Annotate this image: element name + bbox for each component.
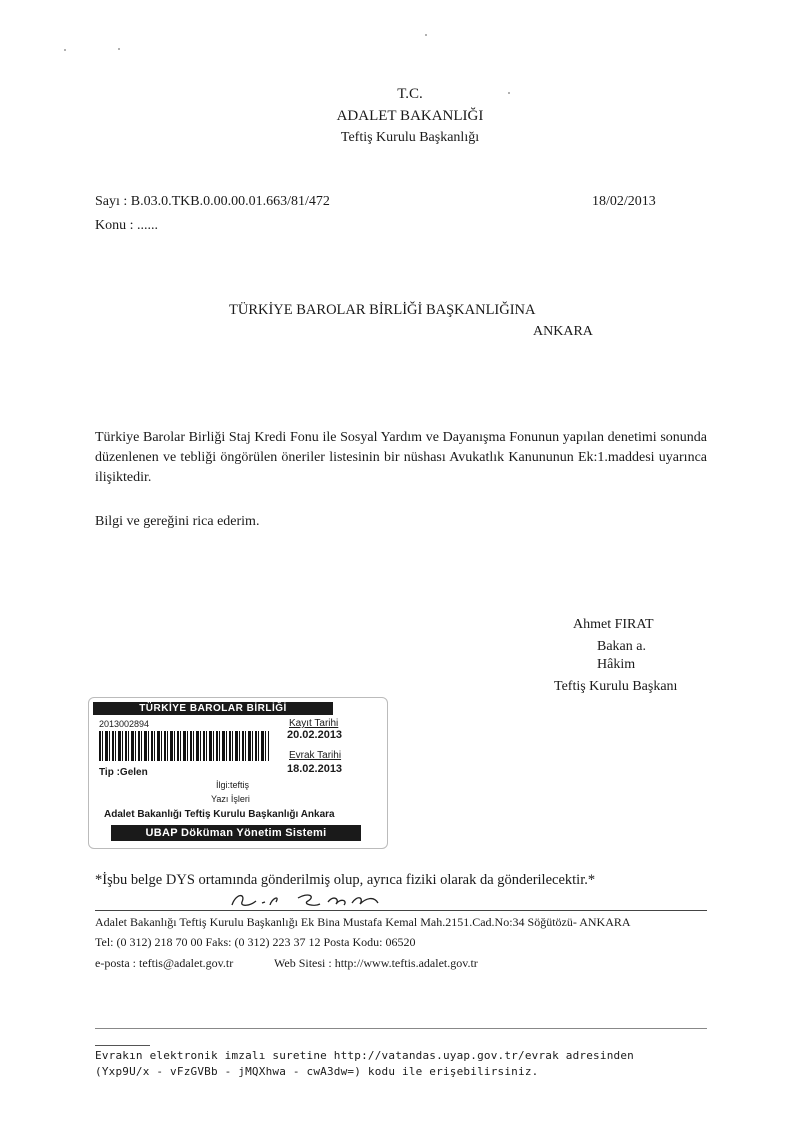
verification-line-2: (Yxp9U/x - vFzGVBb - jMQXhwa - cwA3dw=) kodu ile erişebilirsiniz. — [95, 1065, 539, 1078]
scan-speck — [118, 48, 120, 50]
footer-divider — [95, 910, 707, 911]
scan-speck — [64, 49, 66, 51]
closing-line: Bilgi ve gereğini rica ederim. — [95, 514, 260, 529]
stamp-org-band: TÜRKİYE BAROLAR BİRLİĞİ — [93, 702, 333, 715]
signer-role-2: Hâkim — [597, 657, 636, 672]
stamp-department: Yazı İşleri — [211, 794, 250, 804]
footer-address: Adalet Bakanlığı Teftiş Kurulu Başkanlığı Ek Bina Mustafa Kemal Mah.2151.Cad.No:34 Söğütözü- ANKARA — [95, 915, 631, 929]
verification-line-1: Evrakın elektronik imzalı suretine http://vatandas.uyap.gov.tr/evrak adresinden — [95, 1049, 634, 1062]
stamp-kayit-label: Kayıt Tarihi — [289, 718, 339, 729]
signer-name: Ahmet FIRAT — [573, 617, 654, 632]
signer-role-1: Bakan a. — [597, 639, 646, 654]
header-tc: T.C. — [397, 86, 423, 102]
stamp-evrak-label: Evrak Tarihi — [289, 750, 342, 761]
document-date: 18/02/2013 — [592, 194, 656, 209]
recipient-city: ANKARA — [533, 324, 593, 339]
recipient-name: TÜRKİYE BAROLAR BİRLİĞİ BAŞKANLIĞINA — [229, 302, 536, 318]
reference-number: Sayı : B.03.0.TKB.0.00.00.01.663/81/472 — [95, 194, 330, 209]
stamp-evrak-date: 18.02.2013 — [287, 763, 343, 775]
registry-stamp — [88, 697, 388, 849]
header-ministry: ADALET BAKANLIĞI — [336, 108, 484, 124]
handwritten-annotation — [228, 888, 398, 912]
body-paragraph: Türkiye Barolar Birliği Staj Kredi Fonu ile Sosyal Yardım ve Dayanışma Fonunun yapılan denetimi sonunda düzenlenen ve tebliği öngörülen öneriler listesinin bir nüshası Avukatlık Kanununun Ek:1.maddesi uyarınca ilişiktedir. — [95, 430, 707, 485]
footer-email: e-posta : teftis@adalet.gov.tr — [95, 956, 234, 970]
verification-divider — [95, 1028, 707, 1029]
stamp-kayit-date: 20.02.2013 — [287, 729, 343, 741]
footer-phone: Tel: (0 312) 218 70 00 Faks: (0 312) 223 37 12 Posta Kodu: 06520 — [95, 935, 416, 949]
verification-rule — [95, 1045, 150, 1046]
header-department: Teftiş Kurulu Başkanlığı — [340, 130, 480, 145]
stamp-ilgi: İlgi:teftiş — [216, 780, 250, 790]
stamp-sender: Adalet Bakanlığı Teftiş Kurulu Başkanlığı Ankara — [104, 809, 335, 820]
barcode — [99, 731, 269, 761]
signer-role-3: Teftiş Kurulu Başkanı — [554, 679, 678, 694]
stamp-type: Tip :Gelen — [99, 767, 148, 778]
stamp-number: 2013002894 — [99, 719, 150, 729]
stamp-system-band: UBAP Döküman Yönetim Sistemi — [111, 825, 361, 841]
scan-speck — [425, 34, 427, 36]
subject-line: Konu : ...... — [95, 218, 158, 233]
footer-website: Web Sitesi : http://www.teftis.adalet.gov.tr — [274, 956, 478, 970]
handwritten-scribble — [228, 888, 398, 912]
dys-notice: *İşbu belge DYS ortamında gönderilmiş olup, ayrıca fiziki olarak da gönderilecektir.* — [95, 872, 596, 888]
